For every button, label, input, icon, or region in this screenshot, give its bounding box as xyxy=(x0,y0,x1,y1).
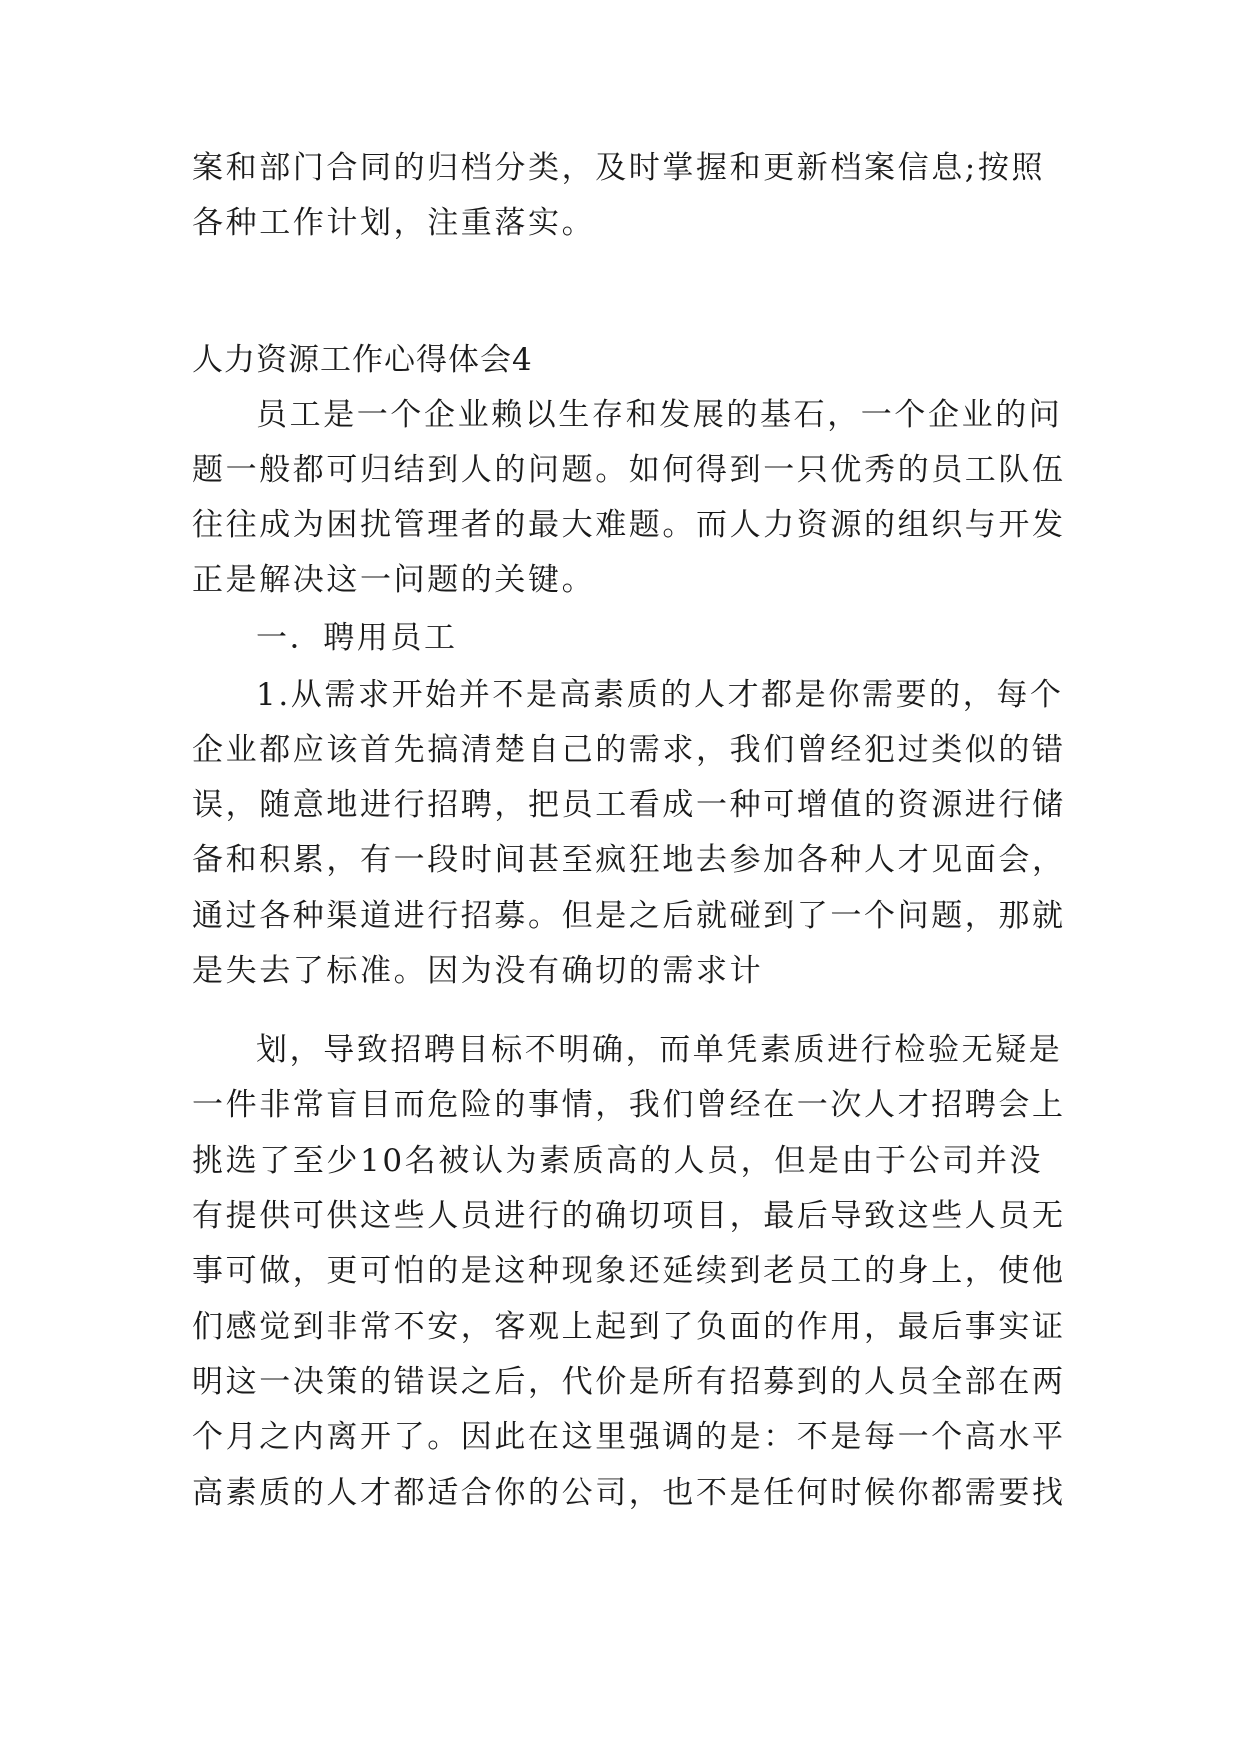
subsection-heading: 一．聘用员工 xyxy=(256,620,458,656)
paragraph-line: 有提供可供这些人员进行的确切项目，最后导致这些人员无 xyxy=(192,1198,1066,1234)
section-heading: 人力资源工作心得体会4 xyxy=(192,342,533,378)
paragraph-line: 划，导致招聘目标不明确，而单凭素质进行检验无疑是 xyxy=(256,1032,1063,1068)
paragraph-line: 高素质的人才都适合你的公司，也不是任何时候你都需要找 xyxy=(192,1475,1066,1511)
paragraph-line: 案和部门合同的归档分类，及时掌握和更新档案信息;按照 xyxy=(192,150,1046,186)
paragraph-line: 事可做，更可怕的是这种现象还延续到老员工的身上，使他 xyxy=(192,1253,1066,1289)
paragraph-line: 误，随意地进行招聘，把员工看成一种可增值的资源进行储 xyxy=(192,787,1066,823)
paragraph-line: 题一般都可归结到人的问题。如何得到一只优秀的员工队伍 xyxy=(192,452,1066,488)
paragraph-line: 个月之内离开了。因此在这里强调的是：不是每一个高水平 xyxy=(192,1419,1066,1455)
paragraph-line: 企业都应该首先搞清楚自己的需求，我们曾经犯过类似的错 xyxy=(192,732,1066,768)
paragraph-line: 备和积累，有一段时间甚至疯狂地去参加各种人才见面会， xyxy=(192,842,1066,878)
paragraph-line: 正是解决这一问题的关键。 xyxy=(192,562,596,598)
paragraph-line: 们感觉到非常不安，客观上起到了负面的作用，最后事实证 xyxy=(192,1309,1066,1345)
paragraph-line: 往往成为困扰管理者的最大难题。而人力资源的组织与开发 xyxy=(192,507,1066,543)
paragraph-line: 一件非常盲目而危险的事情，我们曾经在一次人才招聘会上 xyxy=(192,1087,1066,1123)
paragraph-line: 挑选了至少10名被认为素质高的人员，但是由于公司并没 xyxy=(192,1143,1044,1179)
paragraph-line: 明这一决策的错误之后，代价是所有招募到的人员全部在两 xyxy=(192,1364,1066,1400)
paragraph-line: 员工是一个企业赖以生存和发展的基石，一个企业的问 xyxy=(256,397,1063,433)
paragraph-line: 是失去了标准。因为没有确切的需求计 xyxy=(192,953,764,989)
paragraph-line: 通过各种渠道进行招募。但是之后就碰到了一个问题，那就 xyxy=(192,898,1066,934)
paragraph-line: 各种工作计划，注重落实。 xyxy=(192,205,596,241)
paragraph-line: 1.从需求开始并不是高素质的人才都是你需要的，每个 xyxy=(256,677,1064,713)
